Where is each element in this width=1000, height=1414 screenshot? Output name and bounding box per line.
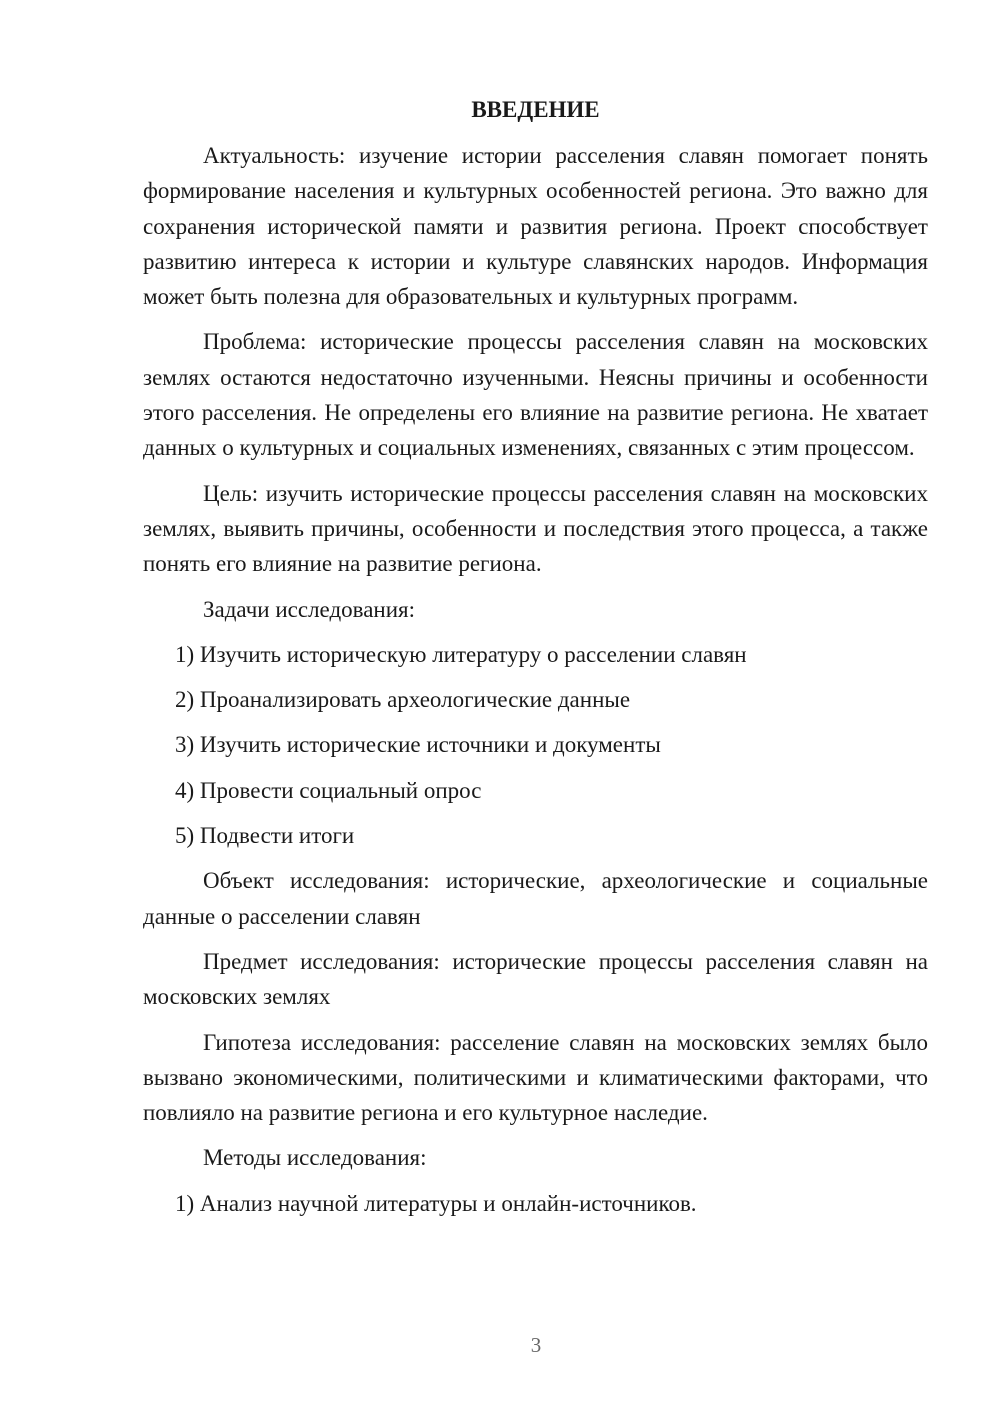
page-title: ВВЕДЕНИЕ [471,97,600,122]
tasks-heading: Задачи исследования: [203,596,416,622]
object-paragraph: Объект исследования: исторические, археологические и социальные данные о расселении славян [143,868,928,929]
page-content [143,95,928,1231]
task-item: 1) Изучить историческую литературу о расселении славян [175,641,747,667]
task-item: 2) Проанализировать археологические данные [175,687,631,713]
tasks-list [143,637,928,853]
relevance-paragraph: Актуальность: изучение истории расселения славян помогает понять формирование населения и культурных особенностей региона. Это важно для сохранения исторической памяти и развития региона. Проект способствует развитию интереса к истории и культуре славянских народов. Информация может быть полезна для образовательных и культурных программ. [143,143,928,310]
hypothesis-paragraph: Гипотеза исследования: расселение славян на московских землях было вызвано экономическими, политическими и климатическими факторами, что повлияло на развитие региона и его культурное наследие. [143,1029,928,1126]
methods-list [143,1186,928,1221]
task-item: 3) Изучить исторические источники и документы [175,732,661,758]
problem-paragraph: Проблема: исторические процессы расселения славян на московских землях остаются недостаточно изученными. Неясны причины и особенности этого расселения. Не определены его влияние на развитие региона. Не хватает данных о культурных и социальных изменениях, связанных с этим процессом. [143,329,928,461]
task-item: 5) Подвести итоги [175,823,355,849]
page-number: 3 [530,1333,542,1357]
methods-heading: Методы исследования: [203,1145,427,1171]
goal-paragraph: Цель: изучить исторические процессы расселения славян на московских землях, выявить причины, особенности и последствия этого процесса, а также понять его влияние на развитие региона. [143,480,928,577]
subject-paragraph: Предмет исследования: исторические процессы расселения славян на московских землях [143,948,928,1010]
method-item: 1) Анализ научной литературы и онлайн-источников. [175,1190,697,1216]
task-item: 4) Провести социальный опрос [175,777,482,803]
